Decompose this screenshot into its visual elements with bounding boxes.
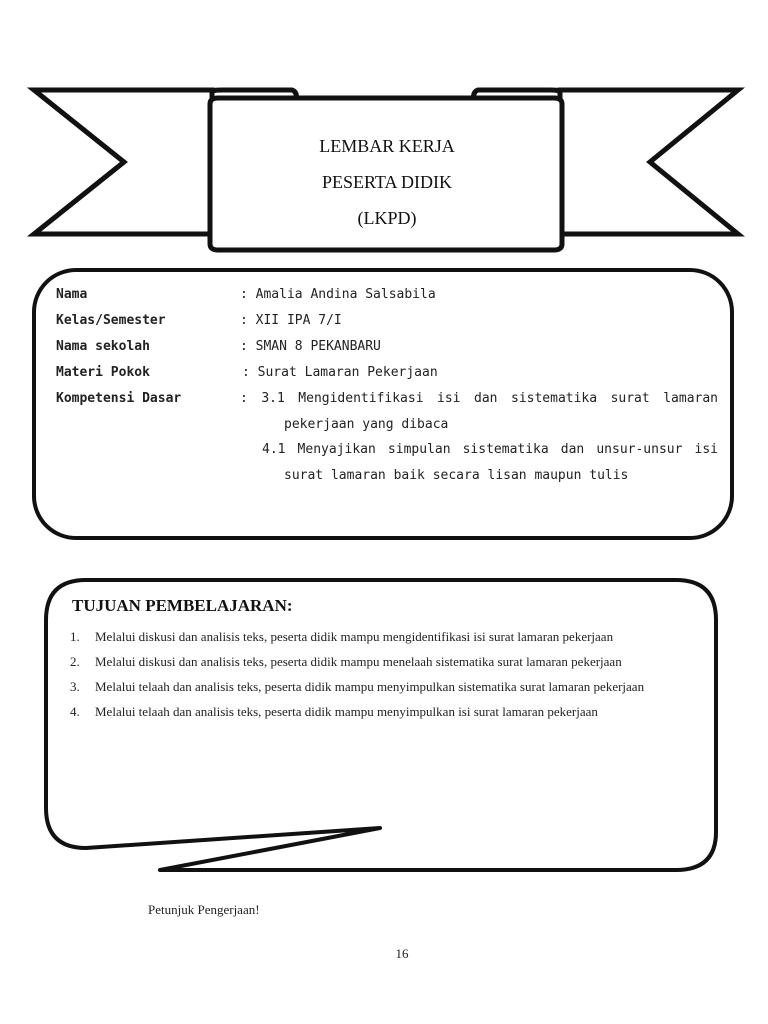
kd-line: pekerjaan yang dibaca <box>284 416 449 432</box>
identity-value: : XII IPA 7/I <box>240 313 342 328</box>
kd-line: : 3.1 Mengidentifikasi isi dan sistematika surat lamaran <box>240 391 718 406</box>
tujuan-item <box>70 624 692 649</box>
kd-line: surat lamaran baik secara lisan maupun tulis <box>284 467 629 483</box>
identity-label: Kelas/Semester <box>56 313 166 328</box>
tujuan-item <box>70 649 692 674</box>
kompetensi-dasar-text <box>240 386 718 488</box>
tujuan-number: 4. <box>70 704 80 719</box>
identity-label: Materi Pokok <box>56 365 150 380</box>
identity-label: Kompetensi Dasar <box>56 391 182 406</box>
tujuan-item <box>70 674 692 699</box>
kd-line: 4.1 Menyajikan simpulan sistematika dan unsur-unsur isi <box>262 442 718 457</box>
tujuan-number: 2. <box>70 654 80 669</box>
tujuan-text: Melalui telaah dan analisis teks, peserta didik mampu menyimpulkan isi surat lamaran pekerjaan <box>95 704 598 719</box>
tujuan-title: TUJUAN PEMBELAJARAN: <box>72 596 293 615</box>
tujuan-text: Melalui telaah dan analisis teks, peserta didik mampu menyimpulkan sistematika surat lamaran pekerjaan <box>95 679 645 694</box>
tujuan-number: 1. <box>70 629 80 644</box>
tujuan-list <box>70 624 692 724</box>
speech-bubble <box>0 570 768 890</box>
identity-label: Nama sekolah <box>56 339 150 354</box>
identity-label: Nama <box>56 287 88 302</box>
banner-title-line-2: PESERTA DIDIK <box>322 172 452 192</box>
tujuan-text: Melalui diskusi dan analisis teks, peserta didik mampu mengidentifikasi isi surat lamaran pekerjaan <box>95 629 614 644</box>
petunjuk-heading: Petunjuk Pengerjaan! <box>148 902 260 917</box>
identity-value: : SMAN 8 PEKANBARU <box>240 339 381 354</box>
banner-title-line-1: LEMBAR KERJA <box>319 136 455 156</box>
tujuan-number: 3. <box>70 679 80 694</box>
tujuan-text: Melalui diskusi dan analisis teks, peserta didik mampu menelaah sistematika surat lamaran pekerjaan <box>95 654 622 669</box>
identity-value: : Surat Lamaran Pekerjaan <box>242 365 438 380</box>
page-number: 16 <box>395 946 409 961</box>
tujuan-item <box>70 699 692 724</box>
identity-value: : Amalia Andina Salsabila <box>240 287 436 302</box>
banner-title-line-3: (LKPD) <box>357 208 417 228</box>
banner-title <box>262 128 512 236</box>
